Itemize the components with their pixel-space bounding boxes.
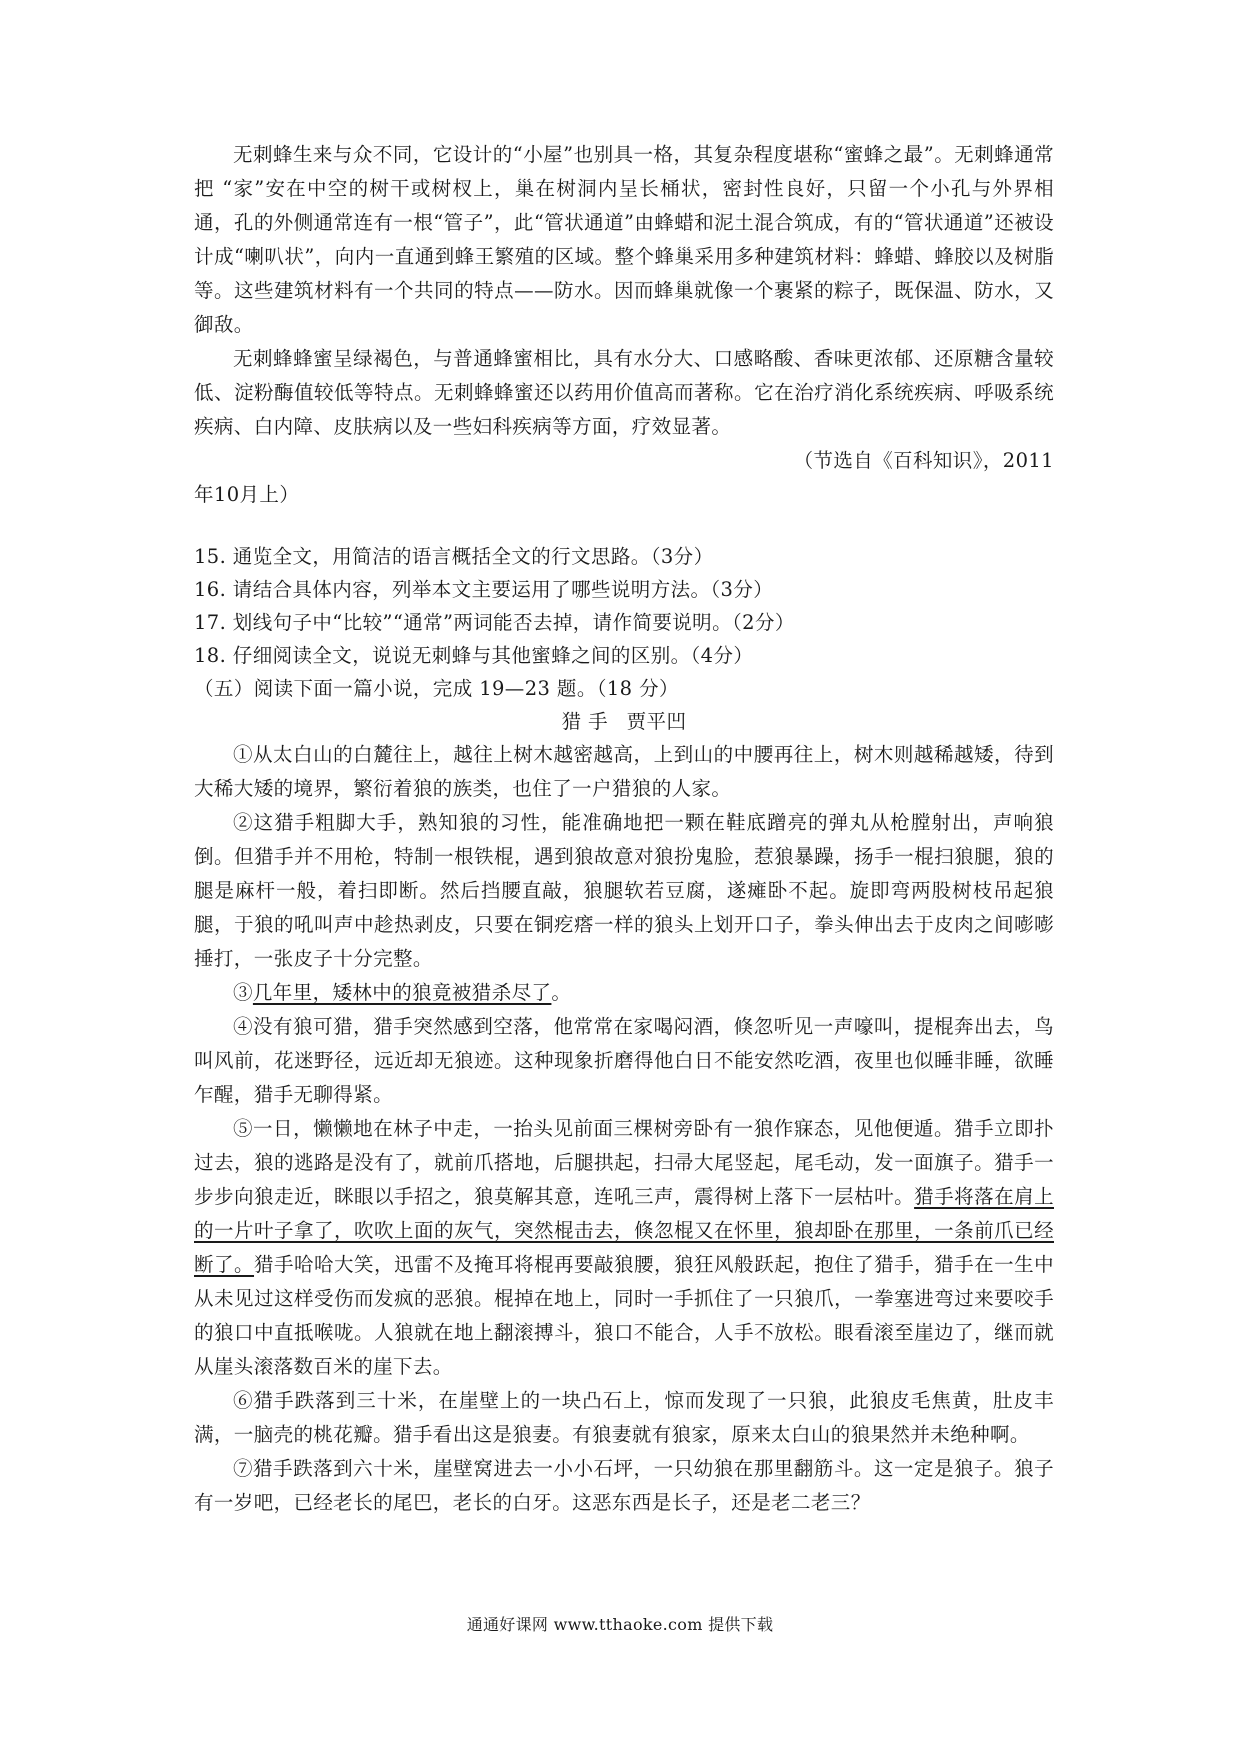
source-citation: （节选自《百科知识》，2011 [793,449,1054,472]
intro-paragraph-1: 无刺蜂生来与众不同，它设计的“小屋”也别具一格，其复杂程度堪称“蜜蜂之最”。无刺蜂通常把 “家”安在中空的树干或树杈上，巢在树洞内呈长桶状，密封性良好，只留一个小孔与外界相通，孔的外侧通常连有一根“管子”，此“管状通道”由蜂蜡和泥土混合筑成，有的“管状通道”还被设计成“喇叭状”，向内一直通到蜂王繁殖的区域。整个蜂巢采用多种建筑材料：蜂蜡、蜂胶以及树脂等。这些建筑材料有一个共同的特点——防水。因而蜂巢就像一个裹紧的粽子，既保温、防水，又御敌。 [194,143,1054,336]
intro-paragraph-2: 无刺蜂蜂蜜呈绿褐色，与普通蜂蜜相比，具有水分大、口感略酸、香味更浓郁、还原糖含量较低、淀粉酶值较低等特点。无刺蜂蜂蜜还以药用价值高而著称。它在治疗消化系统疾病、呼吸系统疾病、白内障、皮肤病以及一些妇科疾病等方面，疗效显著。 [194,347,1054,438]
document-page [194,138,1054,1520]
source-citation-continued: 年10月上） [194,483,300,506]
story-paragraph-4: ④没有狼可猎，猎手突然感到空落，他常常在家喝闷酒，倏忽听见一声嚎叫，提棍奔出去，鸟叫风前，花迷野径，远近却无狼迹。这种现象折磨得他白日不能安然吃酒，夜里也似睡非睡，欲睡乍醒，猎手无聊得紧。 [194,1015,1054,1106]
story-author: 贾平凹 [626,710,687,733]
underlined-sentence: 猎手将落在肩上的一片叶子拿了，吹吹上面的灰气，突然棍击去，倏忽棍又在怀里，狼却卧在那里，一条前爪已经断了。 [194,1185,1054,1276]
story-paragraph-3 [194,976,1054,1010]
question-16: 16. 请结合具体内容，列举本文主要运用了哪些说明方法。（3分） [194,578,774,601]
page-footer: 通通好课网 www.tthaoke.com 提供下载 [466,1615,774,1634]
underlined-sentence: 几年里，矮林中的狼竟被猎杀尽了 [252,981,552,1004]
question-18: 18. 仔细阅读全文，说说无刺蜂与其他蜜蜂之间的区别。（4分） [194,644,754,667]
question-15: 15. 通览全文，用简洁的语言概括全文的行文思路。（3分） [194,545,714,568]
paragraph-text: 猎手哈哈大笑，迅雷不及掩耳将棍再要敲狼腰，狼狂风般跃起，抱住了猎手，猎手在一生中从未见过这样受伤而发疯的恶狼。棍掉在地上，同时一手抓住了一只狼爪，一拳塞进弯过来要咬手的狼口中直抵喉咙。人狼就在地上翻滚搏斗，狼口不能合，人手不放松。眼看滚至崖边了，继而就从崖头滚落数百米的崖下去。 [194,1253,1054,1378]
story-paragraph-6: ⑥猎手跌落到三十米，在崖壁上的一块凸石上，惊而发现了一只狼，此狼皮毛焦黄，肚皮丰满，一脑壳的桃花瓣。猎手看出这是狼妻。有狼妻就有狼家，原来太白山的狼果然并未绝种啊。 [194,1389,1054,1446]
story-paragraph-5 [194,1112,1054,1384]
story-paragraph-7: ⑦猎手跌落到六十米，崖壁窝进去一小小石坪，一只幼狼在那里翻筋斗。这一定是狼子。狼子有一岁吧，已经老长的尾巴，老长的白牙。这恶东西是长子，还是老二老三？ [194,1457,1054,1514]
paragraph-end: 。 [551,981,572,1004]
section-heading: （五）阅读下面一篇小说，完成 19—23 题。（18 分） [194,677,679,700]
story-paragraph-2: ②这猎手粗脚大手，熟知狼的习性，能准确地把一颗在鞋底蹭亮的弹丸从枪膛射出，声响狼倒。但猎手并不用枪，特制一根铁棍，遇到狼故意对狼扮鬼脸，惹狼暴躁，扬手一棍扫狼腿，狼的腿是麻杆一般，着扫即断。然后挡腰直敲，狼腿软若豆腐，遂瘫卧不起。旋即弯两股树枝吊起狼腿，于狼的吼叫声中趁热剥皮，只要在铜疙瘩一样的狼头上划开口子，拳头伸出去于皮肉之间嘭嘭捶打，一张皮子十分完整。 [194,811,1054,970]
question-17: 17. 划线句子中“比较”“通常”两词能否去掉，请作简要说明。（2分） [194,611,795,634]
story-title-line [194,705,1054,738]
paragraph-number: ③ [233,981,253,1004]
story-title: 猎 手 [561,710,609,733]
paragraph-text: ⑤一日，懒懒地在林子中走，一抬头见前面三棵树旁卧有一狼作寐态，见他便遁。猎手立即扑过去，狼的逃路是没有了，就前爪搭地，后腿拱起，扫帚大尾竖起，尾毛动，发一面旗子。猎手一步步向狼走近，眯眼以手招之，狼莫解其意，连吼三声，震得树上落下一层枯叶。 [194,1117,1054,1208]
story-paragraph-1: ①从太白山的白麓往上，越往上树木越密越高，上到山的中腰再往上，树木则越稀越矮，待到大稀大矮的境界，繁衍着狼的族类，也住了一户猎狼的人家。 [194,743,1054,800]
